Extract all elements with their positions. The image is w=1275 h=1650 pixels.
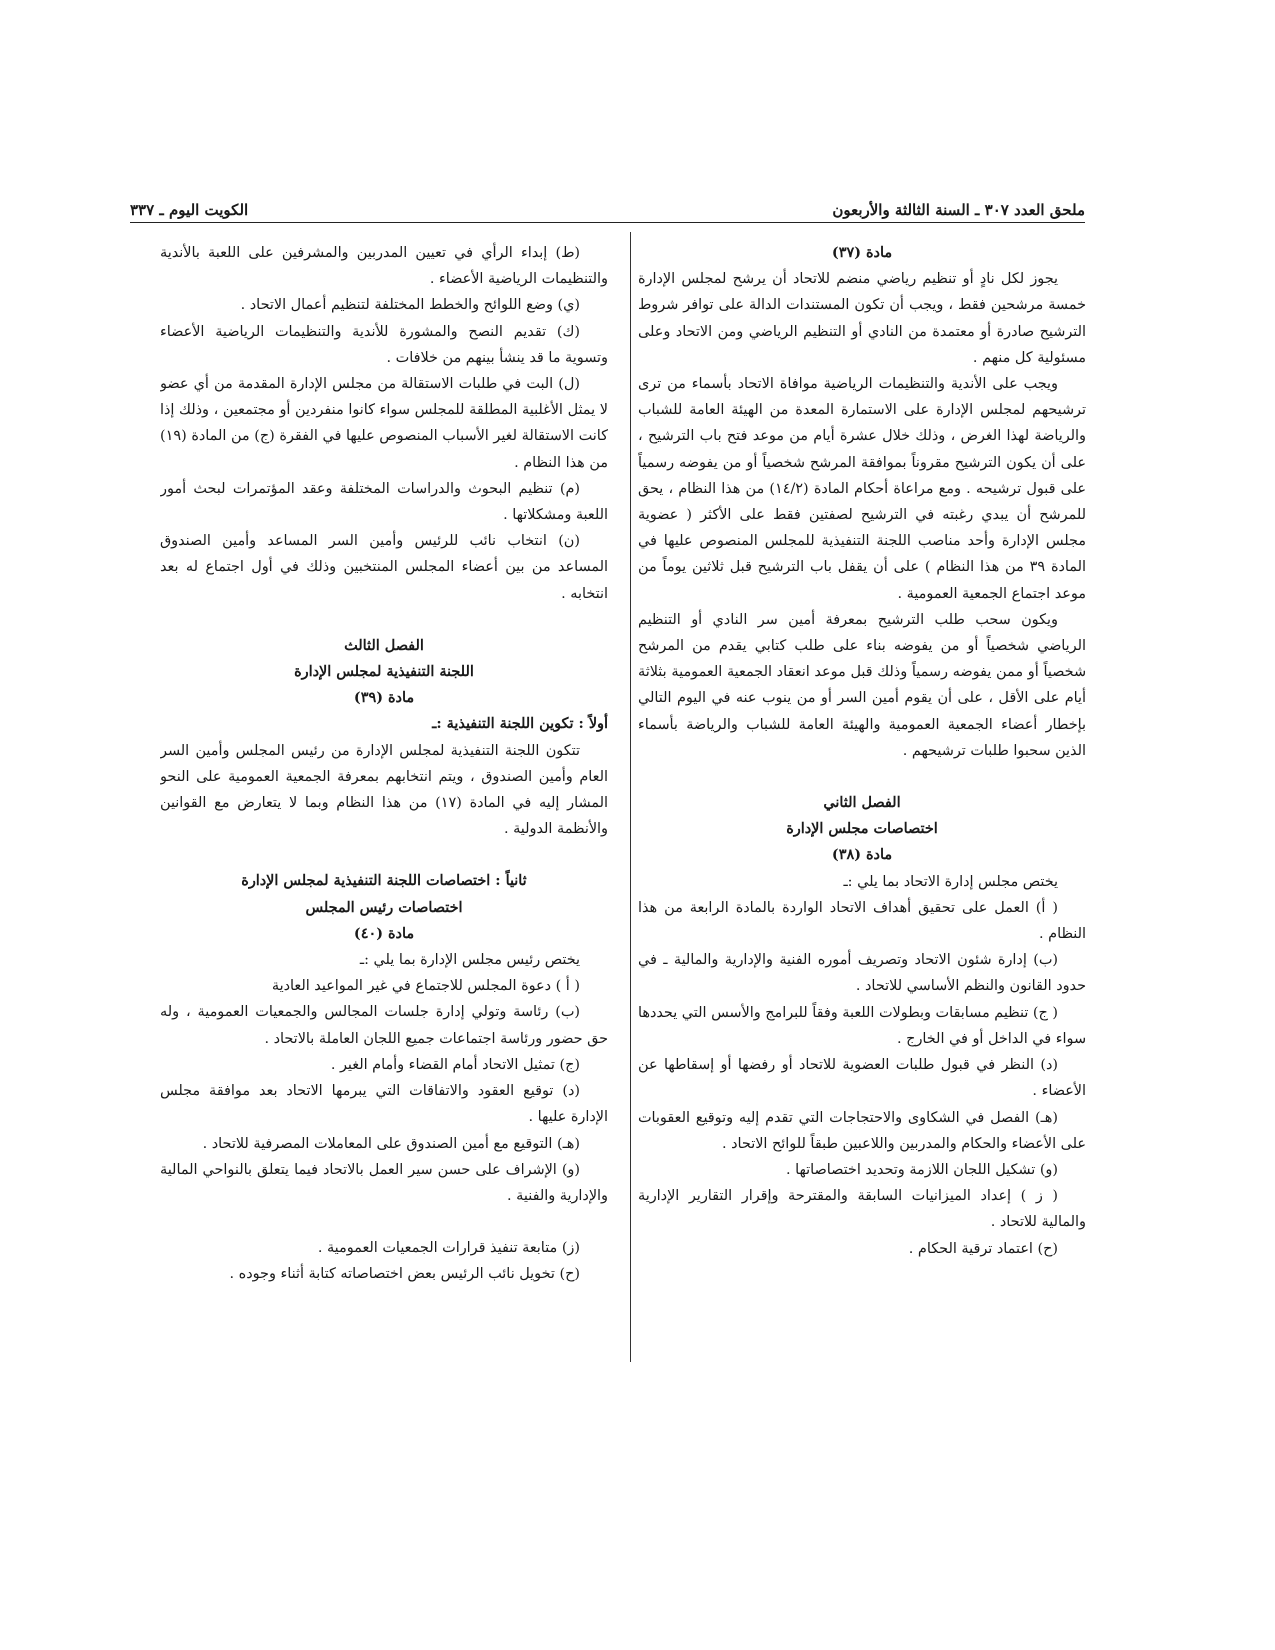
article-38-item-cont: (ي) وضع اللوائح والخطط المختلفة لتنظيم أعمال الاتحاد . xyxy=(240,297,580,314)
article-38-item-cont: (ن) انتخاب نائب للرئيس وأمين السر المساعد وأمين الصندوق المساعد من بين أعضاء المجلس المنتخبين وذلك في أول اجتماع له بعد انتخابه . xyxy=(160,533,608,602)
article-38-item-cont: (ط) إبداء الرأي في تعيين المدربين والمشرفين على اللعبة بالأندية والتنظيمات الرياضية الأعضاء . xyxy=(160,245,608,288)
article-37-para-1: يجوز لكل نادٍ أو تنظيم رياضي منضم للاتحاد أن يرشح لمجلس الإدارة خمسة مرشحين فقط ، ويجب أن تكون المستندات الدالة على توافر شروط الترشيح صادرة أو معتمدة من النادي أو التنظيم الرياضي ومن الاتحاد وعلى مسئولية كل منهم . xyxy=(638,271,1086,366)
section-2-heading: ثانياً : اختصاصات اللجنة التنفيذية لمجلس الإدارة xyxy=(241,872,527,890)
header-left: الكويت اليوم ـ ٣٣٧ xyxy=(130,201,249,219)
page-header xyxy=(130,196,1085,223)
section-2-subheading: اختصاصات رئيس المجلس xyxy=(305,898,463,916)
article-40-item: (د) توقيع العقود والاتفاقات التي يبرمها الاتحاد بعد موافقة مجلس الإدارة عليها . xyxy=(160,1083,608,1126)
article-40-item: (ج) تمثيل الاتحاد أمام القضاء وأمام الغير . xyxy=(330,1056,580,1073)
chapter-3-title: الفصل الثالث xyxy=(344,636,424,654)
right-column xyxy=(638,240,1086,1370)
article-38-item: (و) تشكيل اللجان اللازمة وتحديد اختصاصاتها . xyxy=(785,1161,1058,1178)
chapter-3-subtitle: اللجنة التنفيذية لمجلس الإدارة xyxy=(294,663,474,681)
article-39-para: تتكون اللجنة التنفيذية لمجلس الإدارة من رئيس المجلس وأمين السر العام وأمين الصندوق ، ويتم انتخابهم بمعرفة الجمعية العمومية على النحو المشار إليه في المادة (١٧) من هذا النظام وبما لا يتعارض مع القوانين والأنظمة الدولية . xyxy=(160,742,608,838)
article-38-item-cont: (ل) البت في طلبات الاستقالة من مجلس الإدارة المقدمة من أي عضو لا يمثل الأغلبية المطلقة للمجلس سواء كانوا منفردين أو مجتمعين ، وذلك إذا كانت الاستقالة لغير الأسباب المنصوص عليها في الفقرة (ج) من المادة (١٩) من هذا النظام . xyxy=(160,376,608,471)
header-right: ملحق العدد ٣٠٧ ـ السنة الثالثة والأربعون xyxy=(832,201,1085,219)
article-40-item: (ز) متابعة تنفيذ قرارات الجمعيات العمومية . xyxy=(317,1240,580,1257)
article-39-title: مادة (٣٩) xyxy=(353,689,415,707)
article-38-item-cont: (ك) تقديم النصح والمشورة للأندية والتنظيمات الرياضية الأعضاء وتسوية ما قد ينشأ بينهم من خلافات . xyxy=(160,323,608,366)
article-38-item: ( أ) العمل على تحقيق أهداف الاتحاد الواردة بالمادة الرابعة من هذا النظام . xyxy=(638,899,1086,943)
article-38-item: ( ج) تنظيم مسابقات وبطولات اللعبة وفقاً للبرامج والأسس التي يحددها سواء في الداخل أو في الخارج . xyxy=(638,1004,1086,1047)
article-40-item: (ح) تخويل نائب الرئيس بعض اختصاصاته كتابة أثناء وجوده . xyxy=(229,1266,580,1283)
article-38-item-cont: (م) تنظيم البحوث والدراسات المختلفة وعقد المؤتمرات لبحث أمور اللعبة ومشكلاتها . xyxy=(160,480,608,524)
article-40-item: (هـ) التوقيع مع أمين الصندوق على المعاملات المصرفية للاتحاد . xyxy=(202,1135,580,1152)
column-divider xyxy=(630,232,631,1362)
article-40-title: مادة (٤٠) xyxy=(353,924,415,942)
article-38-title: مادة (٣٨) xyxy=(831,846,893,864)
article-38-item: ( ز ) إعداد الميزانيات السابقة والمقترحة وإقرار التقارير الإدارية والمالية للاتحاد . xyxy=(638,1188,1086,1231)
article-38-item: (د) النظر في قبول طلبات العضوية للاتحاد أو رفضها أو إسقاطها عن الأعضاء . xyxy=(638,1057,1086,1100)
chapter-2-subtitle: اختصاصات مجلس الإدارة xyxy=(786,820,938,838)
article-39-heading: أولاً : تكوين اللجنة التنفيذية :ـ xyxy=(432,715,608,733)
article-40-item: (ب) رئاسة وتولي إدارة جلسات المجالس والجمعيات العمومية ، وله حق حضور ورئاسة اجتماعات جميع اللجان العاملة بالاتحاد . xyxy=(160,1004,608,1047)
article-37-para-2: ويجب على الأندية والتنظيمات الرياضية موافاة الاتحاد بأسماء من ترى ترشيحهم لمجلس الإدارة على الاستمارة المعدة من الهيئة العامة للشباب والرياضة لهذا الغرض ، وذلك خلال عشرة أيام من موعد فتح باب الترشيح ، على أن يكون الترشيح مقروناً بموافقة المرشح شخصياً أو من يفوضه رسمياً على قبول ترشيحه . ومع مراعاة أحكام المادة (١٤/٢) من هذا النظام ، يحق للمرشح أن يبدي رغبته في الترشيح لصفتين فقط على الأكثر ( عضوية مجلس الإدارة وأحد مناصب اللجنة التنفيذية للمجلس المنصوص عليها في المادة ٣٩ من هذا النظام ) على أن يقفل باب الترشيح قبل ثلاثين يوماً من موعد اجتماع الجمعية العمومية . xyxy=(638,376,1086,602)
article-37-title: مادة (٣٧) xyxy=(831,244,893,261)
article-40-intro: يختص رئيس مجلس الإدارة بما يلي :ـ xyxy=(359,952,580,969)
article-38-item: (ح) اعتماد ترقية الحكام . xyxy=(908,1240,1058,1257)
article-40-item: (و) الإشراف على حسن سير العمل بالاتحاد فيما يتعلق بالنواحي المالية والإدارية والفنية . xyxy=(160,1161,608,1204)
article-38-intro: يختص مجلس إدارة الاتحاد بما يلي :ـ xyxy=(843,873,1058,890)
article-38-item: (ب) إدارة شئون الاتحاد وتصريف أموره الفنية والإدارية والمالية ـ في حدود القانون والنظم الأساسي للاتحاد . xyxy=(638,952,1086,995)
article-38-item: (هـ) الفصل في الشكاوى والاحتجاجات التي تقدم إليه وتوقيع العقوبات على الأعضاء والحكام والمدربين واللاعبين طبقاً للوائح الاتحاد . xyxy=(638,1109,1086,1152)
article-37-para-3: ويكون سحب طلب الترشيح بمعرفة أمين سر النادي أو التنظيم الرياضي شخصياً أو من يفوضه بناء على طلب كتابي يقدم من المرشح شخصياً أو ممن يفوضه رسمياً وذلك قبل موعد انعقاد الجمعية العمومية بثلاثة أيام على الأقل ، على أن يقوم أمين السر أو من ينوب عنه في اليوم التالي بإخطار أعضاء الجمعية العمومية والهيئة العامة للشباب والرياضة بأسماء الذين سحبوا طلبات ترشيحهم . xyxy=(638,611,1086,759)
article-40-item: ( أ ) دعوة المجلس للاجتماع في غير المواعيد العادية xyxy=(271,978,580,995)
left-column xyxy=(160,240,608,1370)
chapter-2-title: الفصل الثاني xyxy=(823,794,901,812)
